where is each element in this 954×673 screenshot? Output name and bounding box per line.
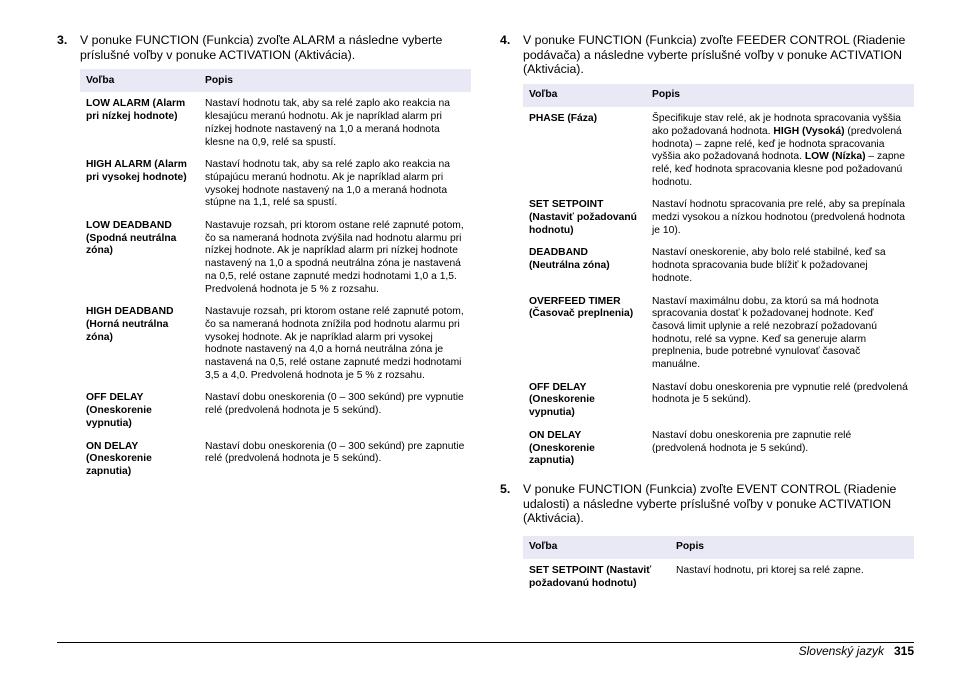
right-column [500, 33, 914, 601]
phase-desc-part: Špecifikuje stav relé, ak je hodnota spracovania vyššia ako požadovaná hodnota. [652, 113, 901, 137]
option-description: Nastaví hodnotu spracovania pre relé, aby sa prepínala medzi vysokou a nízkou hodnotou (predvolená hodnota je 10). [652, 199, 906, 236]
footer-language: Slovenský jazyk [798, 644, 884, 658]
step-text: V ponuke FUNCTION (Funkcia) zvoľte ALARM a následne vyberte príslušné voľby v ponuke ACTIVATION (Aktivácia). [80, 33, 443, 62]
page-footer [799, 644, 914, 658]
option-name: HIGH ALARM (Alarm pri vysokej hodnote) [86, 159, 187, 183]
option-description [646, 107, 914, 199]
header-option: Voľba [523, 536, 670, 559]
table-row [523, 382, 914, 430]
step-number: 4. [500, 33, 511, 47]
option-description: Nastavuje rozsah, pri ktorom ostane relé zapnuté potom, čo sa nameraná hodnota znížila pod hodnotu alarmu pri vysokej hodnote. Ak je napríklad alarm pri vysokej hodnote nastavený na 4,0 a horná neutrálna zóna je nastavená na 0,5, relé ostane zapnuté medzi hodnotami 3,5 a 4,0. Predvolená hodnota je 5 % z rozsahu. [205, 306, 464, 381]
page-number: 315 [893, 644, 914, 658]
header-option: Voľba [523, 84, 646, 107]
header-description: Popis [670, 536, 914, 559]
table-row [80, 306, 471, 392]
table-row [80, 392, 471, 440]
table-row [80, 92, 471, 159]
option-description: Nastaví dobu oneskorenia pre zapnutie relé (predvolená hodnota je 5 sekúnd). [652, 429, 852, 454]
step-text: V ponuke FUNCTION (Funkcia) zvoľte FEEDER CONTROL (Riadenie podávača) a následne vyberte príslušné voľby v ponuke ACTIVATION (Aktivácia). [523, 33, 906, 77]
option-name: HIGH DEADBAND (Horná neutrálna zóna) [86, 306, 174, 343]
step-3 [57, 33, 471, 62]
footer-divider [57, 642, 914, 643]
option-name: OFF DELAY (Oneskorenie vypnutia) [86, 392, 152, 429]
table-row [80, 159, 471, 220]
option-description: Nastaví dobu oneskorenia pre vypnutie relé (predvolená hodnota je 5 sekúnd). [652, 381, 908, 406]
option-name: OFF DELAY (Oneskorenie vypnutia) [529, 381, 595, 419]
step-4 [500, 33, 914, 77]
option-description: Nastaví maximálnu dobu, za ktorú sa má hodnota spracovania dostať k požadovanej hodnote. Keď časová limit uplynie a relé nezobrazí požadovanú hodnotu, relé sa vypne. Keď sa generuje alarm preplnenia, bude potrebné vynulovať časovač manuálne. [652, 295, 879, 371]
option-name: DEADBAND (Neutrálna zóna) [529, 247, 610, 272]
option-description: Nastavuje rozsah, pri ktorom ostane relé zapnuté potom, čo sa nameraná hodnota zvýšila nad hodnotu alarmu pri nízkej hodnote. Ak je napríklad alarm pri nízkej hodnote nastavený na 1,0 a spodná neutrálna zóna je nastavená na 0,5, relé ostane zapnuté medzi hodnotami 1,0 a 1,5. Predvolená hodnota je 5 % z rozsahu. [205, 220, 464, 295]
header-description: Popis [199, 69, 471, 92]
step-number: 3. [57, 33, 68, 47]
table-row [523, 199, 914, 247]
table-row [523, 107, 914, 199]
header-description: Popis [646, 84, 914, 107]
header-option: Voľba [80, 69, 199, 92]
table-row [523, 559, 914, 600]
option-name: ON DELAY (Oneskorenie zapnutia) [86, 440, 152, 477]
event-control-table [523, 536, 914, 600]
option-name: ON DELAY (Oneskorenie zapnutia) [529, 429, 595, 467]
option-description: Nastaví dobu oneskorenia (0 – 300 sekúnd) pre zapnutie relé (predvolená hodnota je 5 sekúnd). [205, 440, 465, 465]
table-row [523, 247, 914, 295]
table-row [80, 441, 471, 489]
step-5 [500, 482, 914, 526]
phase-high-label: HIGH (Vysoká) [773, 125, 845, 137]
feeder-control-table [523, 84, 914, 478]
phase-desc-part: (predvolená hodnota) – zapne relé, keď je hodnota spracovania vyššia ako požadovaná hodnota. [652, 125, 902, 163]
option-name: SET SETPOINT (Nastaviť požadovanú hodnotu) [529, 565, 652, 589]
left-column [57, 33, 471, 489]
table-row [80, 220, 471, 306]
table-header-row [80, 69, 471, 92]
step-number: 5. [500, 481, 511, 496]
step-text: V ponuke FUNCTION (Funkcia) zvoľte EVENT CONTROL (Riadenie udalosti) a následne vyberte príslušné voľby v ponuke ACTIVATION (Aktivácia). [523, 481, 897, 526]
table-row [523, 296, 914, 382]
option-description: Nastaví hodnotu tak, aby sa relé zaplo ako reakcia na klesajúcu meranú hodnotu. Ak je napríklad alarm pri nízkej hodnote nastavený na 1,0 a meraná hodnota klesne na 0,9, relé sa spustí. [205, 98, 450, 148]
option-name: PHASE (Fáza) [529, 113, 598, 125]
phase-desc-part: – zapne relé, keď hodnota spracovania klesne pod požadovanú hodnotu. [652, 151, 906, 188]
option-description: Nastaví dobu oneskorenia (0 – 300 sekúnd) pre vypnutie relé (predvolená hodnota je 5 sekúnd). [205, 392, 464, 417]
option-name: OVERFEED TIMER (Časovač preplnenia) [529, 295, 634, 320]
option-description: Nastaví oneskorenie, aby bolo relé stabilné, keď sa hodnota spracovania bude blížiť k požadovanej hodnote. [652, 247, 886, 284]
alarm-options-table [80, 69, 471, 488]
table-header-row [523, 536, 914, 559]
option-description: Nastaví hodnotu, pri ktorej sa relé zapne. [676, 565, 864, 577]
table-header-row [523, 84, 914, 107]
option-description: Nastaví hodnotu tak, aby sa relé zaplo ako reakcia na stúpajúcu meranú hodnotu. Ak je napríklad alarm pri vysokej hodnote nastavený na 1,0 a meraná hodnota stúpne na 1,1, relé sa spustí. [205, 159, 450, 209]
option-name: SET SETPOINT (Nastaviť požadovanú hodnotu) [529, 199, 637, 236]
option-name: LOW ALARM (Alarm pri nízkej hodnote) [86, 98, 186, 123]
option-name: LOW DEADBAND (Spodná neutrálna zóna) [86, 220, 177, 257]
phase-low-label: LOW (Nízka) [804, 151, 866, 163]
table-row [523, 430, 914, 478]
